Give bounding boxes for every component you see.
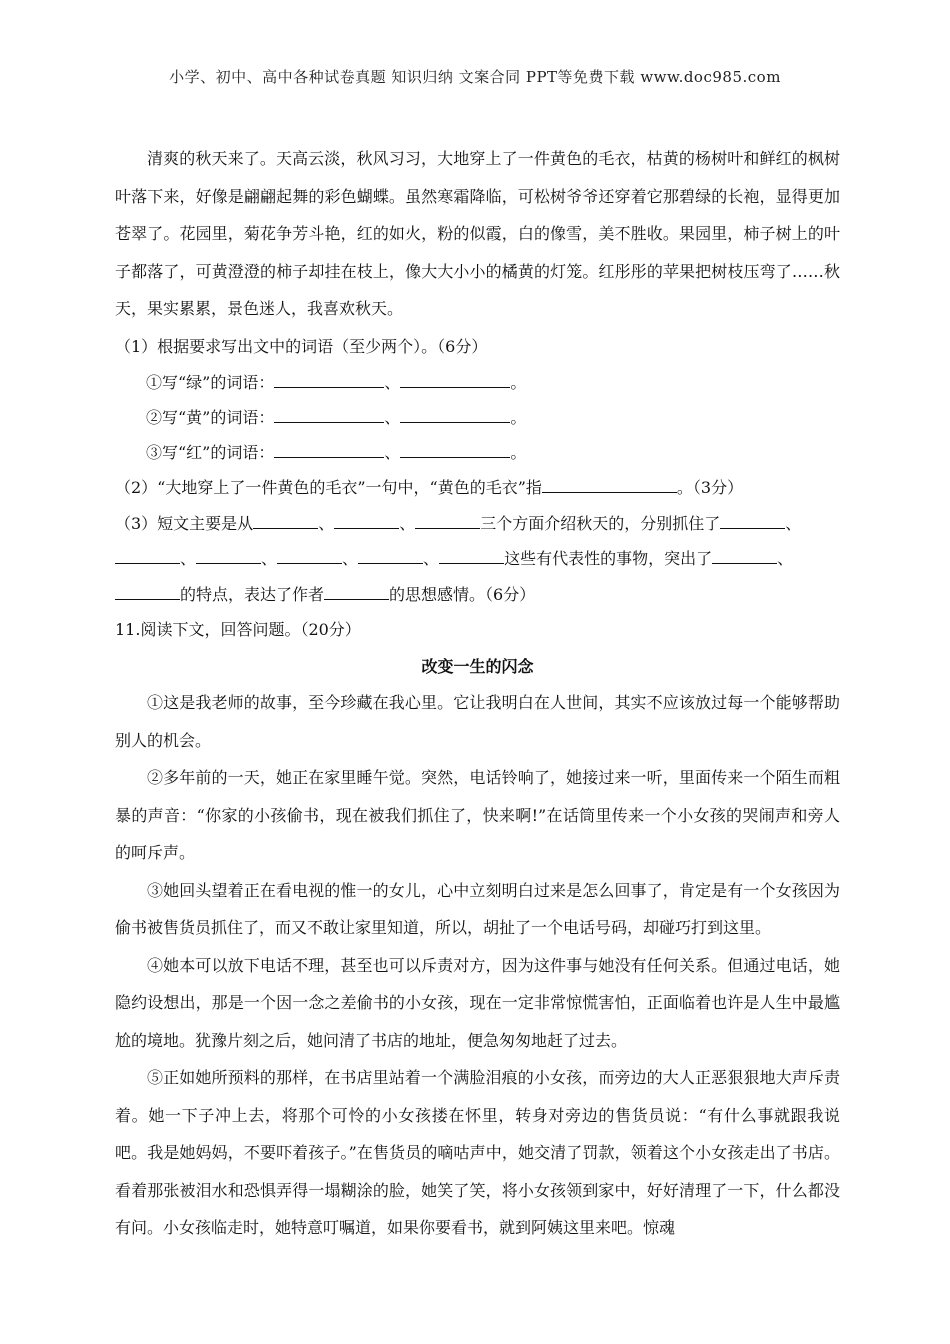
passage-paragraph: 清爽的秋天来了。天高云淡，秋风习习，大地穿上了一件黄色的毛衣，枯黄的杨树叶和鲜红的枫树叶落下来，好像是翩翩起舞的彩色蝴蝶。虽然寒霜降临，可松树爷爷还穿着它那碧绿的长袍，显得更加苍翠了。花园里，菊花争芳斗艳，红的如火，粉的似霞，白的像雪，美不胜收。果园里，柿子树上的叶子都落了，可黄澄澄的柿子却挂在枝上，像大大小小的橘黄的灯笼。红彤彤的苹果把树枝压弯了……秋天，果实累累，景色迷人，我喜欢秋天。 [115, 149, 840, 319]
answer-blank[interactable] [415, 514, 480, 529]
question-1-prompt: （1）根据要求写出文中的词语（至少两个）。（6分） [115, 336, 488, 356]
answer-blank[interactable] [274, 408, 384, 423]
answer-blank[interactable] [720, 514, 785, 529]
answer-blank[interactable] [324, 585, 389, 600]
answer-blank[interactable] [400, 443, 510, 458]
question-1-item-red: ③写“红”的词语： 、 。 [146, 442, 527, 462]
document-body [115, 140, 840, 1247]
item-label: ②写“黄”的词语： [146, 407, 275, 427]
question-2: （2）“大地穿上了一件黄色的毛衣”一句中，“黄色的毛衣”指 。（3分） [115, 477, 744, 497]
question-1-item-green: ①写“绿”的词语： 、 。 [146, 372, 527, 392]
answer-blank[interactable] [274, 443, 384, 458]
answer-blank[interactable] [439, 549, 504, 564]
answer-blank[interactable] [542, 478, 677, 493]
article-paragraph: ②多年前的一天，她正在家里睡午觉。突然，电话铃响了，她接过来一听，里面传来一个陌生而粗暴的声音：“你家的小孩偷书，现在被我们抓住了，快来啊!”在话筒里传来一个小女孩的哭闹声和旁人的呵斥声。 [115, 768, 840, 863]
article-paragraph: ④她本可以放下电话不理，甚至也可以斥责对方，因为这件事与她没有任何关系。但通过电话，她隐约设想出，那是一个因一念之差偷书的小女孩，现在一定非常惊慌害怕，正面临着也许是人生中最尴尬的境地。犹豫片刻之后，她问清了书店的地址，便急匆匆地赶了过去。 [115, 955, 840, 1050]
question-3: （3）短文主要是从 、 、 三个方面介绍秋天的，分别抓住了 、 、 、 、 、 这些有代表性的事物，突出了 、 的特点，表达了作者 的思想感情。（6分） [115, 513, 802, 604]
article-paragraph: ⑤正如她所预料的那样，在书店里站着一个满脸泪痕的小女孩，而旁边的大人正恶狠狠地大声斥责着。她一下子冲上去，将那个可怜的小女孩搂在怀里，转身对旁边的售货员说：“有什么事就跟我说吧。我是她妈妈，不要吓着孩子。”在售货员的嘀咕声中，她交清了罚款，领着这个小女孩走出了书店。看着那张被泪水和恐惧弄得一塌糊涂的脸，她笑了笑，将小女孩领到家中，好好清理了一下，什么都没有问。小女孩临走时，她特意叮嘱道，如果你要看书，就到阿姨这里来吧。惊魂 [115, 1068, 840, 1238]
article-paragraph: ③她回头望着正在看电视的惟一的女儿，心中立刻明白过来是怎么回事了，肯定是有一个女孩因为偷书被售货员抓住了，而又不敢让家里知道，所以，胡扯了一个电话号码，却碰巧打到这里。 [115, 880, 840, 938]
item-label: ③写“红”的词语： [146, 442, 275, 462]
question-1-item-yellow: ②写“黄”的词语： 、 。 [146, 407, 527, 427]
answer-blank[interactable] [712, 549, 777, 564]
answer-blank[interactable] [274, 373, 384, 388]
answer-blank[interactable] [115, 585, 180, 600]
answer-blank[interactable] [400, 373, 510, 388]
answer-blank[interactable] [253, 514, 318, 529]
answer-blank[interactable] [400, 408, 510, 423]
question-11-heading: 11.阅读下文，回答问题。（20分） [115, 620, 361, 640]
article-paragraph: ①这是我老师的故事，至今珍藏在我心里。它让我明白在人世间，其实不应该放过每一个能够帮助别人的机会。 [115, 693, 840, 750]
page-header: 小学、初中、高中各种试卷真题 知识归纳 文案合同 PPT等免费下载 www.doc985.com [169, 68, 781, 86]
article-title: 改变一生的闪念 [421, 657, 534, 677]
answer-blank[interactable] [115, 549, 180, 564]
answer-blank[interactable] [334, 514, 399, 529]
answer-blank[interactable] [196, 549, 261, 564]
answer-blank[interactable] [358, 549, 423, 564]
answer-blank[interactable] [277, 549, 342, 564]
item-label: ①写“绿”的词语： [146, 372, 275, 392]
